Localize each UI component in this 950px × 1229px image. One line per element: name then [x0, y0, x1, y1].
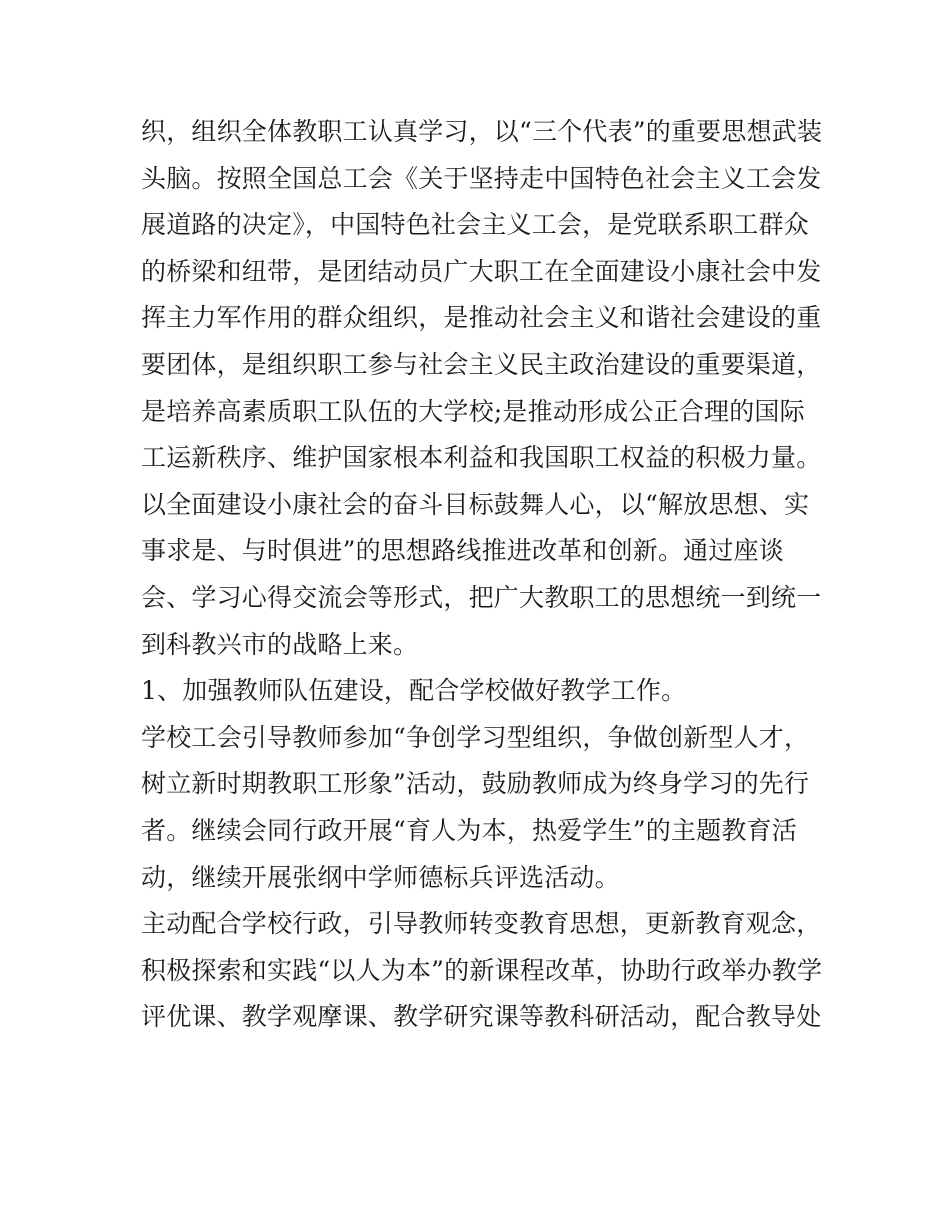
- body-line: 评优课、教学观摩课、教学研究课等教科研活动，配合教导处: [141, 1002, 822, 1032]
- body-line: 展道路的决定》，中国特色社会主义工会，是党联系职工群众: [141, 210, 809, 240]
- section-heading: 1、加强教师队伍建设，配合学校做好教学工作。: [141, 676, 687, 706]
- body-line: 以全面建设小康社会的奋斗目标鼓舞人心，以“解放思想、实: [141, 489, 810, 519]
- body-line: 头脑。按照全国总工会《关于坚持走中国特色社会主义工会发: [141, 163, 822, 193]
- body-line: 是培养高素质职工队伍的大学校;是推动形成公正合理的国际: [141, 396, 805, 426]
- body-line: 到科教兴市的战略上来。: [141, 629, 419, 659]
- body-line: 会、学习心得交流会等形式，把广大教职工的思想统一到统一: [141, 582, 822, 612]
- body-line: 树立新时期教职工形象”活动，鼓励教师成为终身学习的先行: [141, 769, 810, 799]
- document-body: [141, 109, 831, 1041]
- body-line: 主动配合学校行政，引导教师转变教育思想，更新教育观念，: [141, 909, 822, 939]
- body-line: 者。继续会同行政开展“育人为本，热爱学生”的主题教育活: [141, 815, 797, 845]
- body-line: 动，继续开展张纲中学师德标兵评选活动。: [141, 862, 620, 892]
- body-line: 挥主力军作用的群众组织，是推动社会主义和谐社会建设的重: [141, 303, 822, 333]
- body-line: 工运新秩序、维护国家根本利益和我国职工权益的积极力量。: [141, 443, 822, 473]
- body-line: 积极探索和实践“以人为本”的新课程改革，协助行政举办教学: [141, 955, 823, 985]
- body-line: 的桥梁和纽带，是团结动员广大职工在全面建设小康社会中发: [141, 256, 822, 286]
- body-line: 事求是、与时俱进”的思想路线推进改革和创新。通过座谈: [141, 536, 784, 566]
- body-line: 要团体，是组织职工参与社会主义民主政治建设的重要渠道，: [141, 349, 822, 379]
- body-line: 学校工会引导教师参加“争创学习型组织，争做创新型人才，: [141, 722, 810, 752]
- body-line: 织，组织全体教职工认真学习，以“三个代表”的重要思想武装: [141, 117, 823, 146]
